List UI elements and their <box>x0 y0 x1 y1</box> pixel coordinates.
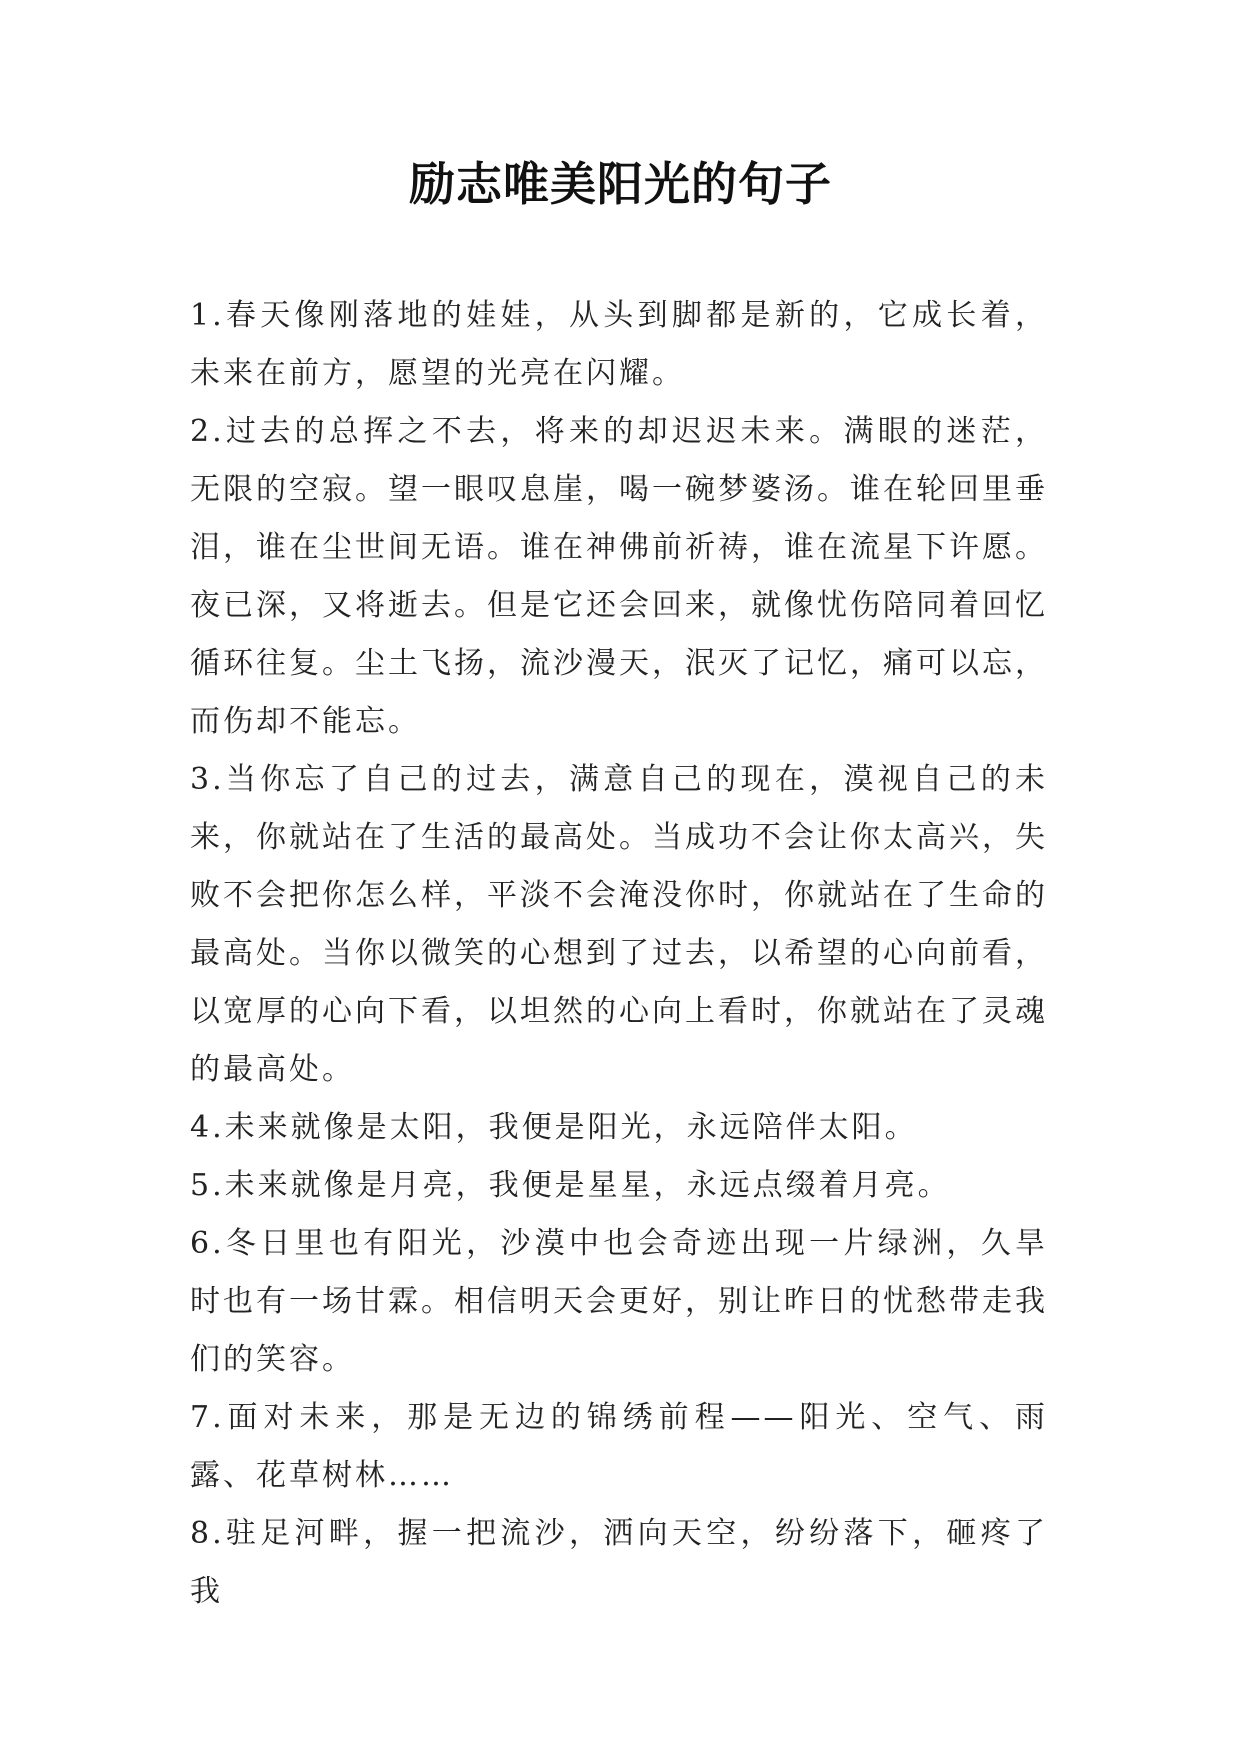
document-body <box>190 287 1048 1621</box>
paragraph-8: 8.驻足河畔，握一把流沙，洒向天空，纷纷落下，砸疼了我 <box>190 1516 1048 1609</box>
paragraph-7: 7.面对未来，那是无边的锦绣前程——阳光、空气、雨露、花草树林…… <box>190 1400 1048 1493</box>
paragraph-4: 4.未来就像是太阳，我便是阳光，永远陪伴太阳。 <box>190 1110 918 1145</box>
paragraph-3: 3.当你忘了自己的过去，满意自己的现在，漠视自己的未来，你就站在了生活的最高处。当成功不会让你太高兴，失败不会把你怎么样，平淡不会淹没你时，你就站在了生命的最高处。当你以微笑的心想到了过去，以希望的心向前看，以宽厚的心向下看，以坦然的心向上看时，你就站在了灵魂的最高处。 <box>190 762 1048 1087</box>
paragraph-6: 6.冬日里也有阳光，沙漠中也会奇迹出现一片绿洲，久旱时也有一场甘霖。相信明天会更好，别让昨日的忧愁带走我们的笑容。 <box>190 1226 1048 1377</box>
paragraph-1: 1.春天像刚落地的娃娃，从头到脚都是新的，它成长着，未来在前方，愿望的光亮在闪耀。 <box>190 298 1048 391</box>
document-title: 励志唯美阳光的句子 <box>409 157 832 211</box>
paragraph-2: 2.过去的总挥之不去，将来的却迟迟未来。满眼的迷茫，无限的空寂。望一眼叹息崖，喝一碗梦婆汤。谁在轮回里垂泪，谁在尘世间无语。谁在神佛前祈祷，谁在流星下许愿。夜已深，又将逝去。但是它还会回来，就像忧伤陪同着回忆循环往复。尘土飞扬，流沙漫天，泯灭了记忆，痛可以忘，而伤却不能忘。 <box>190 414 1048 739</box>
paragraph-5: 5.未来就像是月亮，我便是星星，永远点缀着月亮。 <box>190 1168 951 1203</box>
